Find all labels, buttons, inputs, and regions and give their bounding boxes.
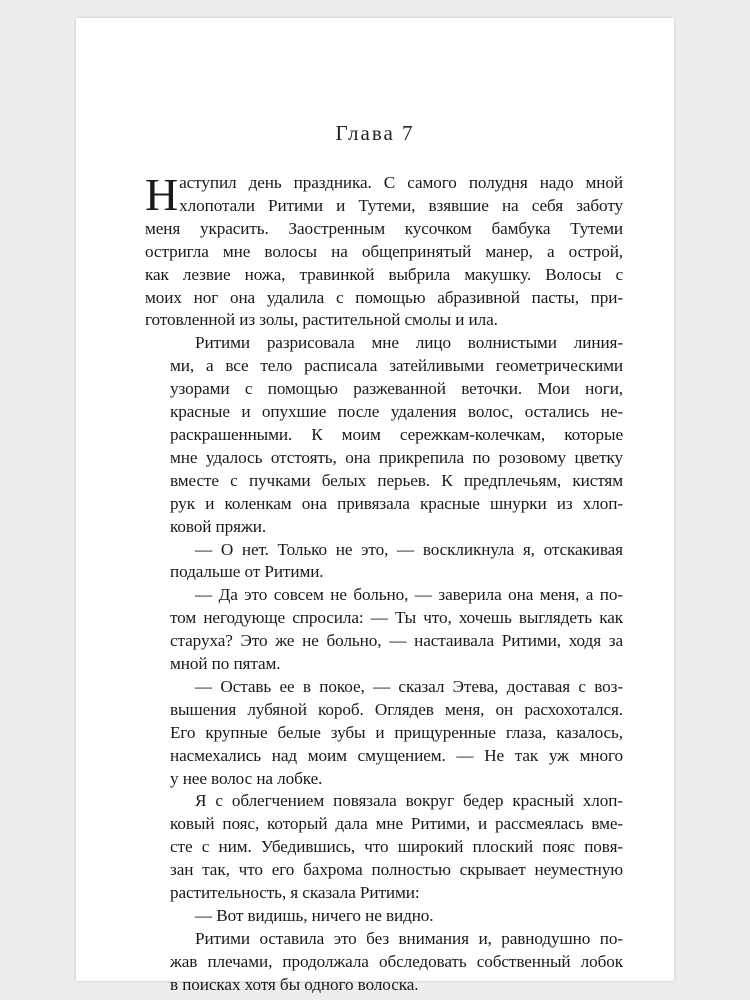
text-line: зан так, что его бахрома полностью скрывает неуместную <box>170 860 623 880</box>
paragraph-2 <box>145 332 623 538</box>
text-line: мне удалось отстоять, она прикрепила по розовому цветку <box>170 447 623 467</box>
paragraph-4 <box>145 584 623 676</box>
text-line: растительность, я сказала Ритими: <box>170 883 420 903</box>
text-line: готовленной из золы, растительной смолы и ила. <box>145 310 498 330</box>
text-line: жав плечами, продолжала обследовать собственный лобок <box>170 951 623 971</box>
text-line: ковой пряжи. <box>170 516 267 536</box>
paragraph-7 <box>145 905 623 928</box>
text-line: насмехались над моим смущением. — Не так уж много <box>170 745 623 765</box>
text-line: — Вот видишь, ничего не видно. <box>195 906 434 925</box>
text-line: Ритими оставила это без внимания и, равнодушно по- <box>195 928 623 948</box>
drop-cap: Н <box>145 169 179 220</box>
text-line: ковый пояс, который дала мне Ритими, и рассмеялась вме- <box>170 814 623 834</box>
text-line: рук и коленкам она привязала красные шнурки из хлоп- <box>170 493 623 513</box>
text-line: мной по пятам. <box>170 654 281 674</box>
text-line: том негодующе спросила: — Ты что, хочешь выглядеть как <box>170 608 623 628</box>
text-line: Его крупные белые зубы и прищуренные глаза, казалось, <box>170 722 623 742</box>
text-line: меня украсить. Заостренным кусочком бамбука Тутеми <box>145 218 623 238</box>
text-line: сте с ним. Убедившись, что широкий плоский пояс повя- <box>170 837 623 857</box>
paragraph-3 <box>145 539 623 585</box>
text-line: ми, а все тело расписала затейливыми геометрическими <box>170 356 623 376</box>
book-page <box>76 18 674 994</box>
text-line: вышения лубяной короб. Оглядев меня, он расхохотался. <box>170 699 623 719</box>
text-line: — Оставь ее в покое, — сказал Этева, доставая с воз- <box>195 676 623 696</box>
paragraph-8 <box>145 928 623 997</box>
text-line: как лезвие ножа, травинкой выбрила макушку. Волосы с <box>145 264 623 284</box>
text-line: узорами с помощью разжеванной веточки. Мои ноги, <box>170 379 623 399</box>
text-line: аступил день праздника. С самого полудня надо мной <box>179 173 623 192</box>
text-line: — О нет. Только не это, — воскликнула я, отскакивая <box>195 539 623 559</box>
text-line: моих ног она удалила с помощью абразивной пасты, при- <box>145 287 623 307</box>
body-text <box>145 169 623 997</box>
text-line: вместе с пучками белых перьев. К предплечьям, кистям <box>170 470 623 490</box>
text-line: красные и опухшие после удаления волос, остались не- <box>170 402 623 422</box>
text-line: остригла мне волосы на общепринятый манер, а острой, <box>145 241 623 261</box>
text-line: Я с облегчением повязала вокруг бедер красный хлоп- <box>195 791 623 811</box>
paragraph-5 <box>145 676 623 791</box>
text-line: хлопотали Ритими и Тутеми, взявшие на себя заботу <box>179 195 623 215</box>
text-line: у нее волос на лобке. <box>170 768 323 788</box>
text-line: раскрашенными. К моим сережкам-колечкам, которые <box>170 424 623 444</box>
text-line: Ритими разрисовала мне лицо волнистыми линия- <box>195 333 623 353</box>
text-line: старуха? Это же не больно, — настаивала Ритими, ходя за <box>170 631 623 651</box>
paragraph-6 <box>145 790 623 905</box>
text-line: подальше от Ритими. <box>170 562 324 582</box>
text-line: — Да это совсем не больно, — заверила она меня, а по- <box>195 585 623 605</box>
text-line: в поисках хотя бы одного волоска. <box>170 974 419 994</box>
paragraph-1 <box>145 169 623 332</box>
chapter-title: Глава 7 <box>335 121 415 145</box>
